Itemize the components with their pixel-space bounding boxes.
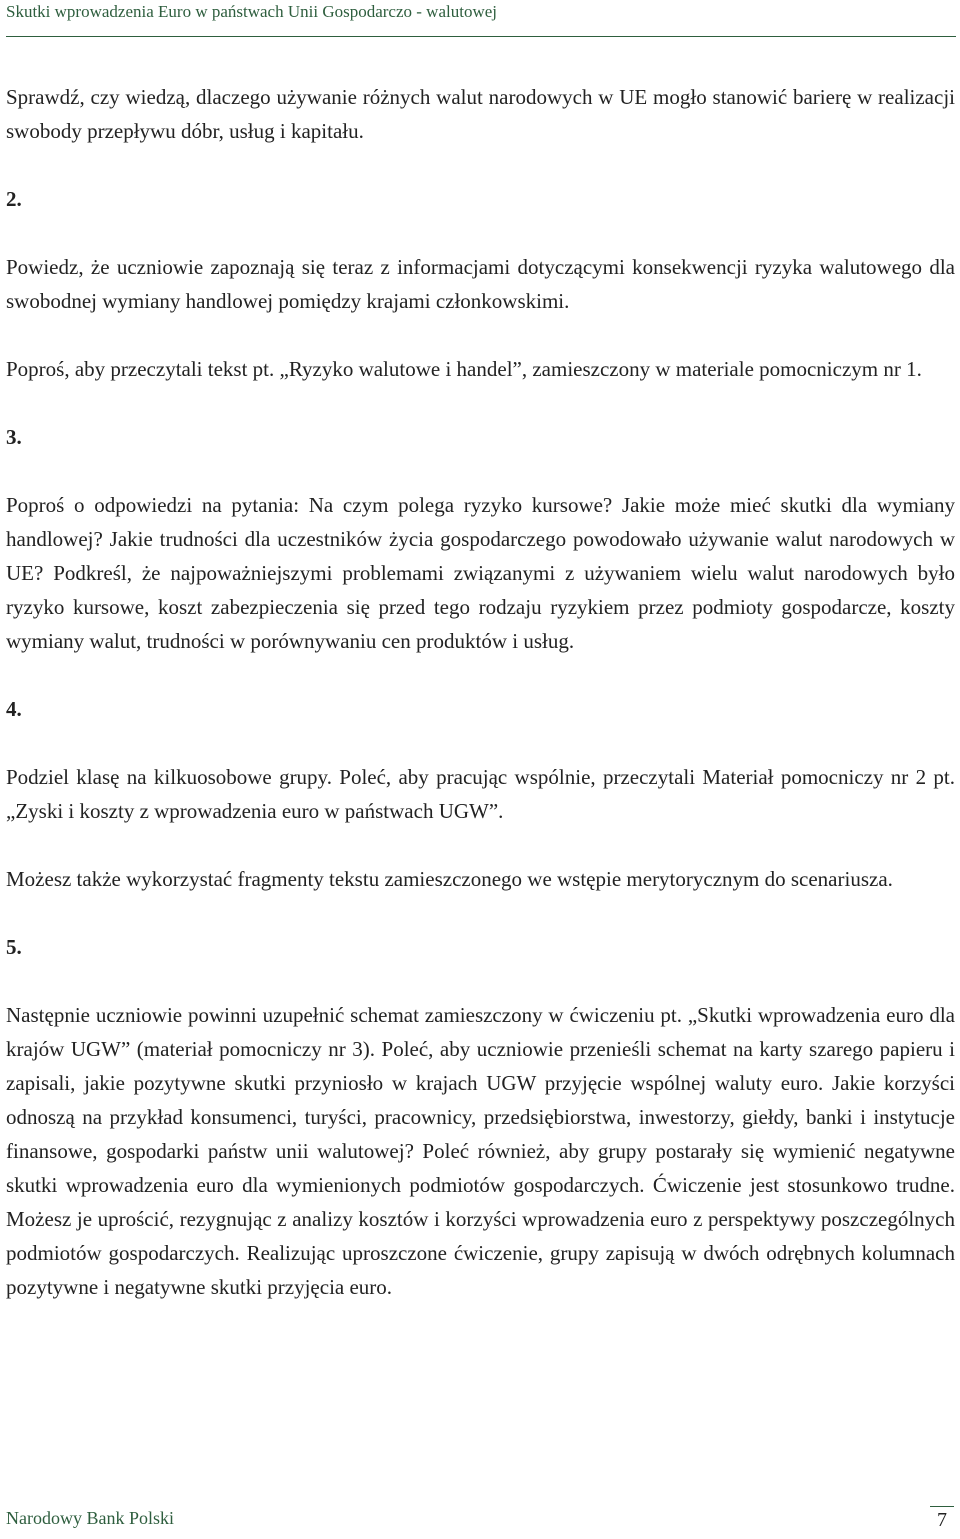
step-number: 2. xyxy=(6,187,22,211)
page-body xyxy=(6,80,955,1304)
paragraph: Powiedz, że uczniowie zapoznają się teraz z informacjami dotyczącymi konsekwencji ryzyka walutowego dla swobodnej wymiany handlowej pomiędzy krajami członkowskimi. xyxy=(6,255,955,313)
page-header xyxy=(6,0,956,37)
paragraph: Możesz także wykorzystać fragmenty tekstu zamieszczonego we wstępie merytorycznym do scenariusza. xyxy=(6,867,893,891)
page-number xyxy=(930,1506,954,1532)
paragraph: Sprawdź, czy wiedzą, dlaczego używanie różnych walut narodowych w UE mogło stanowić barierę w realizacji swobody przepływu dóbr, usług i kapitału. xyxy=(6,85,955,143)
footer-publisher: Narodowy Bank Polski xyxy=(6,1508,174,1528)
page-number-rule xyxy=(930,1506,954,1507)
page-number-text: 7 xyxy=(937,1509,947,1531)
document-title: Skutki wprowadzenia Euro w państwach Unii Gospodarczo - walutowej xyxy=(6,2,497,21)
step-number: 5. xyxy=(6,935,22,959)
step-number: 3. xyxy=(6,425,22,449)
paragraph: Następnie uczniowie powinni uzupełnić schemat zamieszczony w ćwiczeniu pt. „Skutki wprowadzenia euro dla krajów UGW” (materiał pomocniczy nr 3). Poleć, aby uczniowie przenieśli schemat na karty szarego papieru i zapisali, jakie pozytywne skutki przyniosło w krajach UGW przyjęcie wspólnej waluty euro. Jakie korzyści odnoszą na przykład konsumenci, turyści, pracownicy, przedsiębiorstwa, inwestorzy, giełdy, banki i instytucje finansowe, gospodarki państw unii walutowej? Poleć również, aby grupy postarały się wymienić negatywne skutki wprowadzenia euro dla wymienionych podmiotów gospodarczych. Ćwiczenie jest stosunkowo trudne. Możesz je uprościć, rezygnując z analizy kosztów i korzyści wprowadzenia euro z perspektywy poszczególnych podmiotów gospodarczych. Realizując uproszczone ćwiczenie, grupy zapisują w dwóch odrębnych kolumnach pozytywne i negatywne skutki przyjęcia euro. xyxy=(6,1003,955,1299)
step-number: 4. xyxy=(6,697,22,721)
paragraph: Poproś, aby przeczytali tekst pt. „Ryzyko walutowe i handel”, zamieszczony w materiale pomocniczym nr 1. xyxy=(6,357,922,381)
paragraph: Poproś o odpowiedzi na pytania: Na czym polega ryzyko kursowe? Jakie może mieć skutki dla wymiany handlowej? Jakie trudności dla uczestników życia gospodarczego powodowało używanie walut narodowych w UE? Podkreśl, że najpoważniejszymi problemami związanymi z używaniem wielu walut narodowych było ryzyko kursowe, koszt zabezpieczenia się przed tego rodzaju ryzykiem przez podmioty gospodarcze, koszty wymiany walut, trudności w porównywaniu cen produktów i usług. xyxy=(6,493,955,653)
paragraph: Podziel klasę na kilkuosobowe grupy. Poleć, aby pracując wspólnie, przeczytali Materiał pomocniczy nr 2 pt. „Zyski i koszty z wprowadzenia euro w państwach UGW”. xyxy=(6,765,955,823)
